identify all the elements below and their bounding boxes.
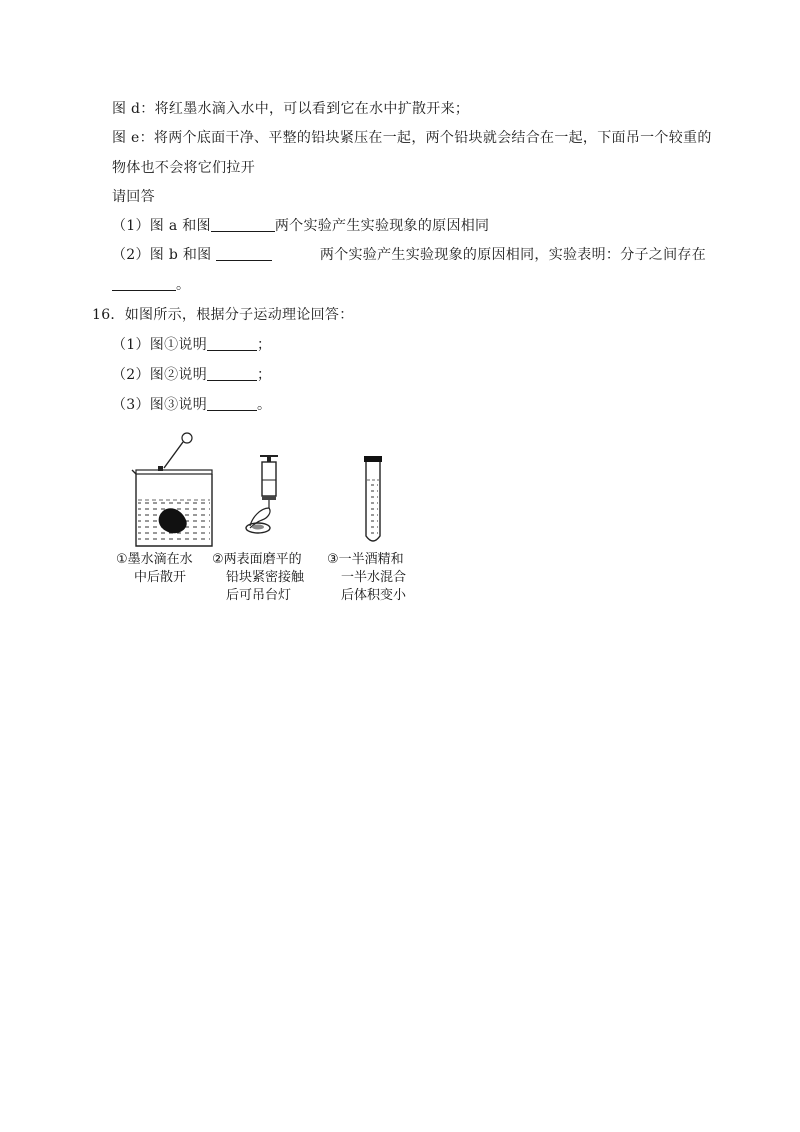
figure-3-caption-line1: ③一半酒精和 — [327, 552, 404, 567]
test-tube-figure — [364, 456, 382, 541]
fig-d-description: 图 d：将红墨水滴入水中，可以看到它在水中扩散开来； — [112, 101, 470, 117]
figure-1-caption-line1: ①墨水滴在水 — [116, 552, 193, 567]
fig-e-description-line2: 物体也不会将它们拉开 — [112, 160, 255, 176]
question-16-3-prefix: （3）图③说明 — [112, 397, 208, 413]
question-1 — [112, 216, 489, 236]
please-answer-label: 请回答 — [112, 189, 155, 205]
question-2-suffix: 两个实验产生实验现象的原因相同，实验表明：分子之间存在 — [319, 247, 706, 263]
figure-1-caption-line2: 中后散开 — [134, 570, 187, 585]
question-2-part-a — [112, 245, 272, 265]
lead-block-top-icon — [262, 462, 276, 496]
figure-3-caption — [327, 551, 406, 605]
question-16-3-end: 。 — [257, 397, 272, 413]
answer-blank-2a[interactable] — [216, 246, 272, 261]
figure-1-caption — [116, 551, 193, 587]
fig-e-description-line1: 图 e：将两个底面干净、平整的铅块紧压在一起，两个铅块就会结合在一起，下面吊一个较重的 — [112, 130, 712, 146]
question-16-title: 16．如图所示，根据分子运动理论回答： — [92, 307, 354, 323]
stopper-icon — [364, 456, 382, 462]
question-2-continuation — [112, 275, 190, 295]
figure-2-caption — [212, 551, 304, 605]
figure-3-caption-line3: 后体积变小 — [341, 588, 407, 603]
question-16-1-end: ； — [257, 337, 272, 353]
question-16-2 — [112, 365, 271, 385]
question-2-end: 。 — [176, 277, 191, 293]
question-2-prefix: （2）图 b 和图 — [112, 247, 212, 263]
question-1-prefix: （1）图 a 和图 — [112, 218, 211, 234]
dropper-bulb-icon — [182, 433, 192, 443]
answer-blank-1[interactable] — [211, 217, 275, 232]
figure-3-caption-line2: 一半水混合 — [341, 570, 407, 585]
question-16-2-prefix: （2）图②说明 — [112, 367, 208, 383]
question-16-1-prefix: （1）图①说明 — [112, 337, 208, 353]
lead-block-bottom-icon — [262, 496, 276, 500]
question-1-suffix: 两个实验产生实验现象的原因相同 — [274, 218, 490, 234]
answer-blank-16-1[interactable] — [207, 336, 257, 351]
answer-blank-16-2[interactable] — [207, 366, 257, 381]
dropper-tube-icon — [164, 442, 183, 468]
figure-2-caption-line3: 后可吊台灯 — [226, 588, 292, 603]
figure-2-caption-line1: ②两表面磨平的 — [212, 552, 302, 567]
question-16-3 — [112, 395, 271, 415]
answer-blank-16-3[interactable] — [207, 396, 257, 411]
lead-blocks-figure — [246, 456, 278, 533]
question-16-1 — [112, 335, 271, 355]
figure-2-caption-line2: 铅块紧密接触 — [226, 570, 305, 585]
answer-blank-2b[interactable] — [112, 276, 176, 291]
beaker-ink-figure — [132, 433, 212, 546]
question-2 — [112, 245, 706, 265]
question-16-2-end: ； — [257, 367, 272, 383]
